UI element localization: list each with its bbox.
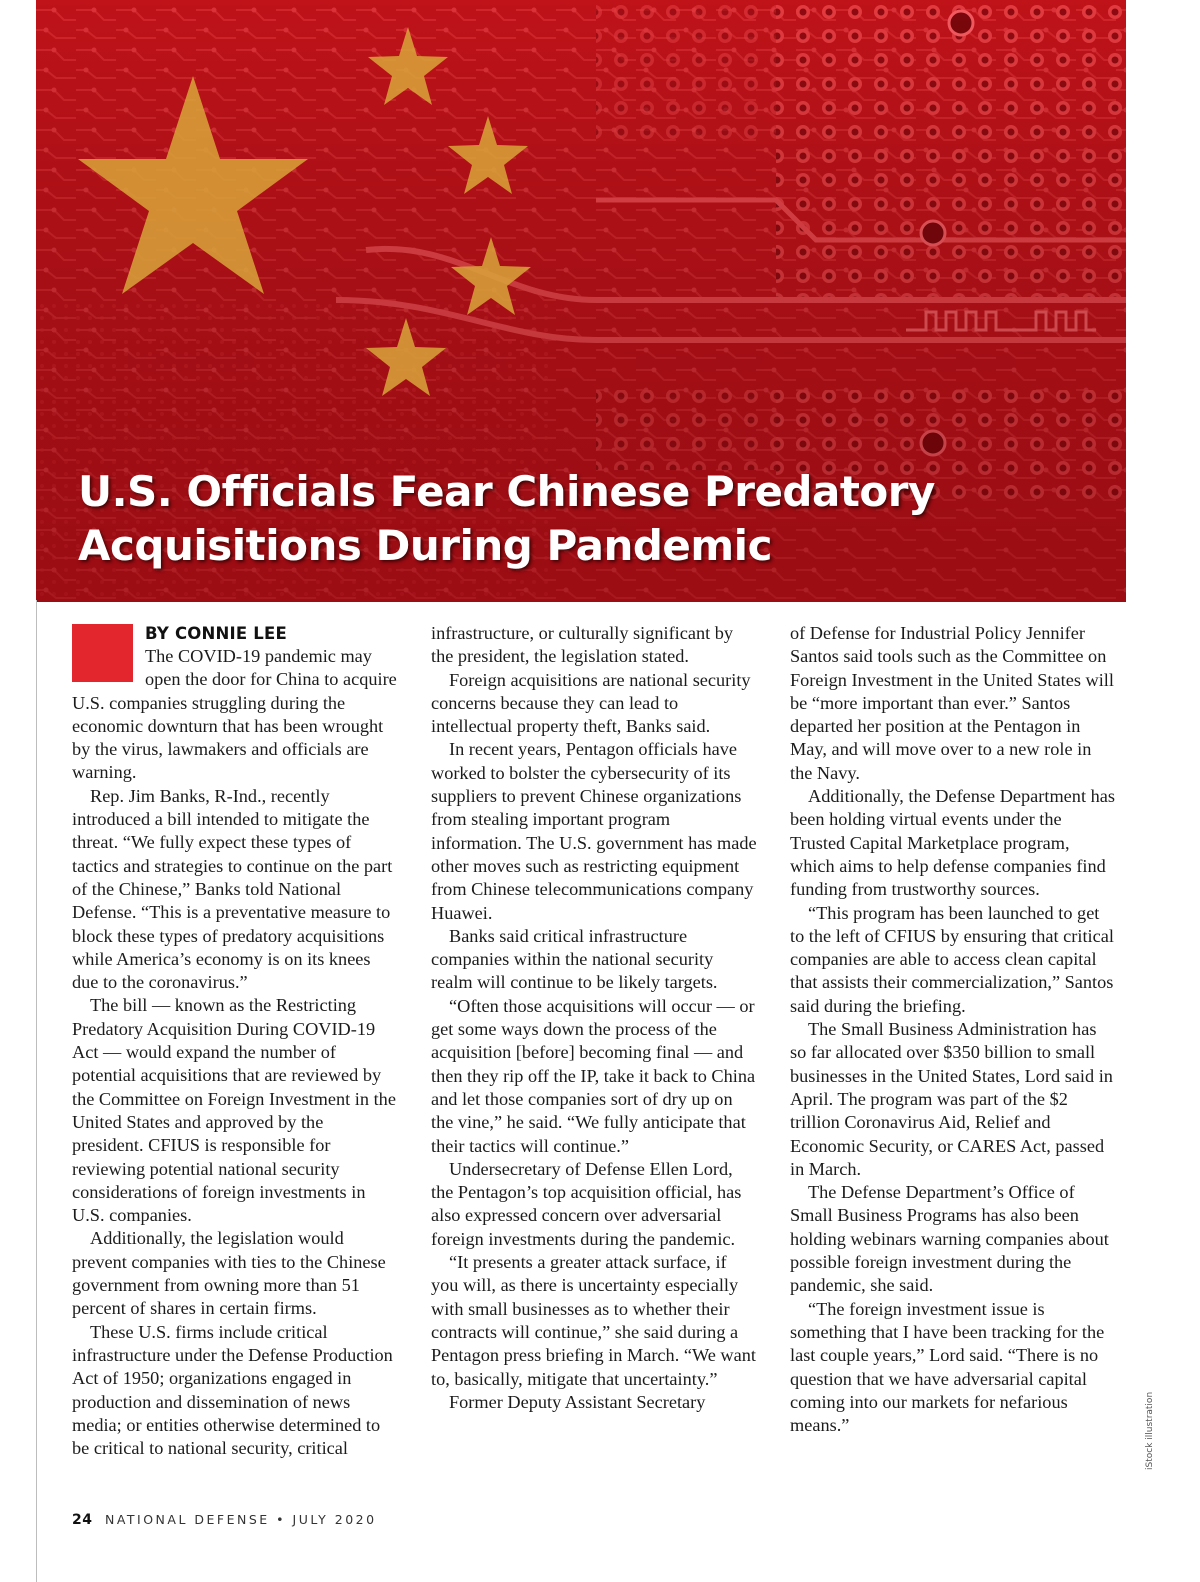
page-edge-rule <box>36 600 37 1582</box>
image-credit: iStock illustration <box>1145 1391 1155 1470</box>
article-column-3 <box>790 622 1116 1437</box>
paragraph: The Defense Department’s Office of Small Business Programs has also been holding webinars warning companies about possible foreign investment during the pandemic, she said. <box>790 1182 1109 1296</box>
page-number: 24 <box>72 1512 93 1528</box>
byline: BY CONNIE LEE <box>145 624 287 643</box>
paragraph: Additionally, the legislation would prevent companies with ties to the Chinese government from owning more than 51 percent of shares in certain firms. <box>72 1228 386 1319</box>
paragraph: “Often those acquisitions will occur — or get some ways down the process of the acquisition [before] becoming final — and then they rip off the IP, take it back to China and let those companies sort of dry up on the vine,” he said. “We fully anticipate that their tactics will continue.” <box>431 995 756 1156</box>
paragraph: These U.S. firms include critical infrastructure under the Defense Production Act of 1950; organizations engaged in production and dissemination of news media; or entities otherwise determined to be critical to national security, critical <box>72 1321 393 1459</box>
article-column-2 <box>431 622 757 1414</box>
paragraph: Banks said critical infrastructure companies within the national security realm will continue to be likely targets. <box>431 925 718 993</box>
paragraph: Foreign acquisitions are national security concerns because they can lead to intellectual property theft, Banks said. <box>431 669 751 737</box>
headline-line-2: Acquisitions During Pandemic <box>78 521 772 570</box>
paragraph: Former Deputy Assistant Secretary <box>449 1391 706 1412</box>
paragraph: Undersecretary of Defense Ellen Lord, the Pentagon’s top acquisition official, has also expressed concern over adversarial foreign investments during the pandemic. <box>431 1158 742 1249</box>
red-square-marker <box>72 624 133 682</box>
article-column-1 <box>72 622 398 1460</box>
article-headline <box>78 465 978 573</box>
page-footer <box>72 1512 377 1528</box>
paragraph: of Defense for Industrial Policy Jennifer Santos said tools such as the Committee on Foreign Investment in the United States will be “more important than ever.” Santos departed her position at the Pentagon in May, and will move over to a new role in the Navy. <box>790 623 1114 783</box>
paragraph: “The foreign investment issue is something that I have been tracking for the last couple years,” Lord said. “There is no question that we have adversarial capital coming into our markets for nefarious means.” <box>790 1298 1105 1436</box>
paragraph: The COVID-19 pandemic may open the door for China to acquire U.S. companies struggling during the economic downturn that has been wrought by the virus, lawmakers and officials are warning. <box>72 646 397 783</box>
paragraph: infrastructure, or culturally significant by the president, the legislation stated. <box>431 623 734 667</box>
paragraph: The bill — known as the Restricting Predatory Acquisition During COVID-19 Act — would expand the number of potential acquisitions that are reviewed by the Committee on Foreign Investment in the United States and approved by the president. CFIUS is responsible for reviewing potential national security considerations of foreign investments in U.S. companies. <box>72 995 396 1226</box>
paragraph: “It presents a greater attack surface, if you will, as there is uncertainty especially with small businesses as to whether their contracts will continue,” she said during a Pentagon press briefing in March. “We want to, basically, mitigate that uncertainty.” <box>431 1252 756 1389</box>
headline-line-1: U.S. Officials Fear Chinese Predatory <box>78 467 935 516</box>
paragraph: In recent years, Pentagon officials have worked to bolster the cybersecurity of its suppliers to prevent Chinese organizations from stealing important program information. The U.S. government has made other moves such as restricting equipment from Chinese telecommunications company Huawei. <box>431 739 757 923</box>
paragraph: Additionally, the Defense Department has been holding virtual events under the Trusted Capital Marketplace program, which aims to help defense companies find funding from trustworthy sources. <box>790 786 1115 900</box>
publication-name: NATIONAL DEFENSE • JULY 2020 <box>104 1512 377 1527</box>
paragraph: Rep. Jim Banks, R-Ind., recently introduced a bill intended to mitigate the threat. “We fully expect these types of tactics and strategies to continue on the part of the Chinese,” Banks told National Defense. “This is a preventative measure to block these types of predatory acquisitions while America’s economy is on its knees due to the coronavirus.” <box>72 785 393 993</box>
paragraph: The Small Business Administration has so far allocated over $350 billion to small businesses in the United States, Lord said in April. The program was part of the $2 trillion Coronavirus Aid, Relief and Economic Security, or CARES Act, passed in March. <box>790 1019 1113 1179</box>
paragraph: “This program has been launched to get to the left of CFIUS by ensuring that critical companies are able to access clean capital that assists their commercialization,” Santos said during the briefing. <box>790 902 1114 1016</box>
